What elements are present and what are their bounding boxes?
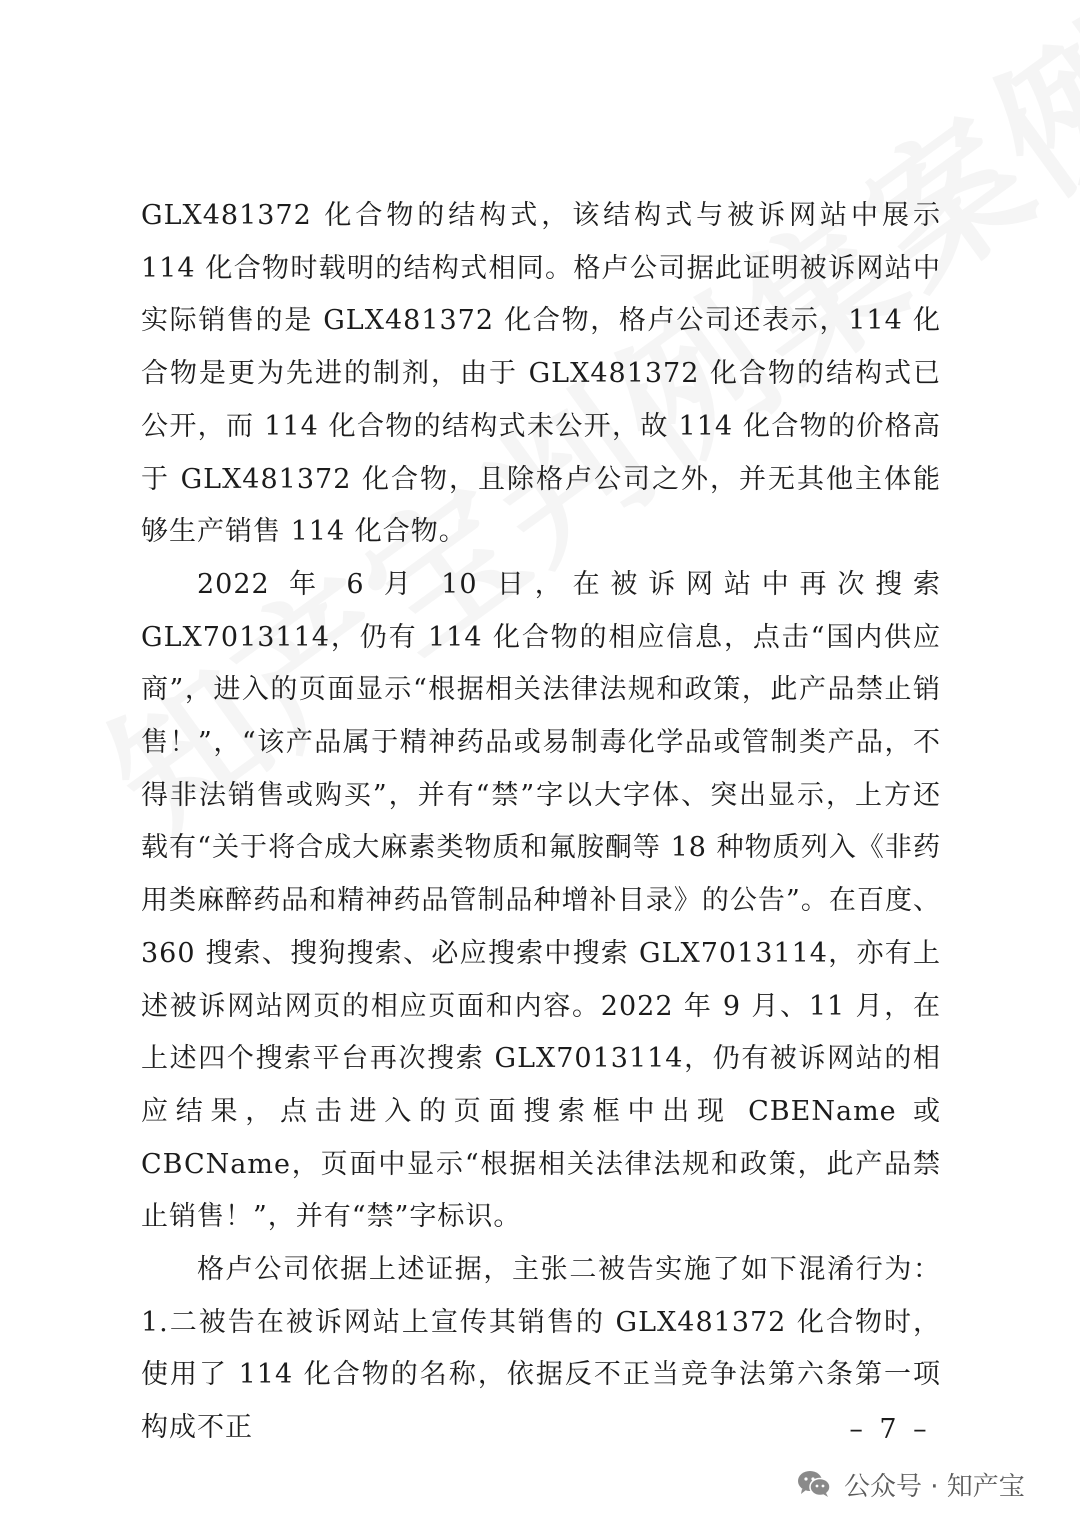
document-body bbox=[141, 190, 941, 1455]
page-number: – 7 – bbox=[849, 1414, 931, 1445]
paragraph-continuation: GLX481372 化合物的结构式，该结构式与被诉网站中展示 114 化合物时载明的结构式相同。格卢公司据此证明被诉网站中实际销售的是 GLX481372 化合物，格卢公司还表示，114 化合物是更为先进的制剂，由于 GLX481372 化合物的结构式已公开，而 114 化合物的结构式未公开，故 114 化合物的价格高于 GLX481372 化合物，且除格卢公司之外，并无其他主体能够生产销售 114 化合物。 bbox=[141, 200, 942, 548]
account-label: 公众号 · 知产宝 bbox=[844, 1471, 1025, 1502]
paragraph: 2022 年 6 月 10 日，在被诉网站中再次搜索 GLX7013114，仍有 114 化合物的相应信息，点击“国内供应商”，进入的页面显示“根据相关法律法规和政策，此产品禁止销售！”，“该产品属于精神药品或易制毒化学品或管制类产品，不得非法销售或购买”，并有“禁”字以大字体、突出显示，上方还载有“关于将合成大麻素类物质和氟胺酮等 18 种物质列入《非药用类麻醉药品和精神药品管制品种增补目录》的公告”。在百度、360 搜索、搜狗搜索、必应搜索中搜索 GLX7013114，亦有上述被诉网站网页的相应页面和内容。2022 年 9 月、11 月，在上述四个搜索平台再次搜索 GLX7013114，仍有被诉网站的相应结果，点击进入的页面搜索框中出现 CBEName 或 CBCName，页面中显示“根据相关法律法规和政策，此产品禁止销售！”，并有“禁”字标识。 bbox=[141, 568, 941, 1233]
wechat-account-badge bbox=[796, 1464, 1025, 1504]
paragraph: 格卢公司依据上述证据，主张二被告实施了如下混淆行为：1.二被告在被诉网站上宣传其销售的 GLX481372 化合物时，使用了 114 化合物的名称，依据反不正当竞争法第六条第一项构成不正 bbox=[141, 1254, 941, 1444]
wechat-icon bbox=[796, 1469, 832, 1499]
